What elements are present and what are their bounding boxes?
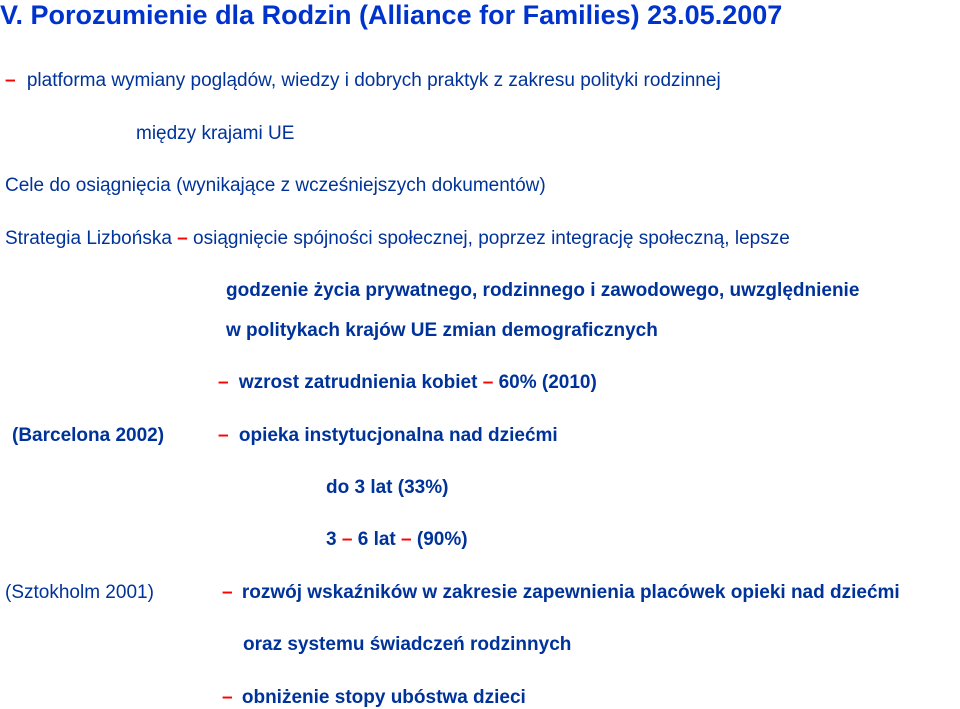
- dash-bullet: –: [218, 425, 229, 446]
- dash-bullet: –: [222, 687, 233, 708]
- poverty-text: obniżenie stopy ubóstwa dzieci: [241, 687, 526, 708]
- dash-bullet: –: [341, 529, 353, 550]
- childcare-3-to-6: [326, 530, 468, 549]
- page-title: V. Porozumienie dla Rodzin (Alliance for Families) 23.05.2007: [0, 0, 783, 30]
- childcare-under-3: do 3 lat (33%): [326, 477, 449, 498]
- dash-bullet: –: [218, 372, 229, 393]
- age-end: 6 lat: [357, 529, 396, 550]
- dash-bullet: –: [177, 228, 188, 249]
- dash-bullet: –: [401, 529, 412, 550]
- platform-text-continued: między krajami UE: [136, 123, 295, 144]
- childcare-goal: [218, 426, 558, 445]
- age-start: 3: [326, 529, 337, 550]
- platform-item: [5, 71, 721, 90]
- age-percent: (90%): [416, 529, 468, 550]
- stockholm-label: (Sztokholm 2001): [5, 582, 154, 603]
- childcare-text: opieka instytucjonalna nad dziećmi: [238, 425, 558, 446]
- dash-bullet: –: [482, 372, 494, 393]
- lisbon-text-continued: godzenie życia prywatnego, rodzinnego i zawodowego, uwzględnienie: [226, 280, 860, 301]
- employment-goal: [218, 373, 597, 392]
- indicators-goal: [222, 583, 900, 602]
- barcelona-label: (Barcelona 2002): [12, 425, 165, 446]
- indicators-text: rozwój wskaźników w zakresie zapewnienia placówek opieki nad dziećmi: [241, 582, 900, 603]
- poverty-goal: [222, 688, 526, 707]
- platform-text: platforma wymiany poglądów, wiedzy i dobrych praktyk z zakresu polityki rodzinnej: [26, 70, 721, 91]
- goals-heading: Cele do osiągnięcia (wynikające z wcześniejszych dokumentów): [5, 175, 546, 196]
- benefits-text: oraz systemu świadczeń rodzinnych: [243, 634, 572, 655]
- lisbon-label: Strategia Lizbońska: [5, 228, 172, 249]
- employment-text: wzrost zatrudnienia kobiet: [238, 372, 478, 393]
- employment-value: 60% (2010): [498, 372, 597, 393]
- lisbon-text-continued-2: w politykach krajów UE zmian demograficznych: [226, 320, 658, 341]
- dash-bullet: –: [222, 582, 233, 603]
- lisbon-text: osiągnięcie spójności społecznej, poprzez integrację społeczną, lepsze: [193, 228, 790, 249]
- lisbon-strategy-line: [5, 229, 790, 248]
- dash-bullet: –: [5, 70, 16, 91]
